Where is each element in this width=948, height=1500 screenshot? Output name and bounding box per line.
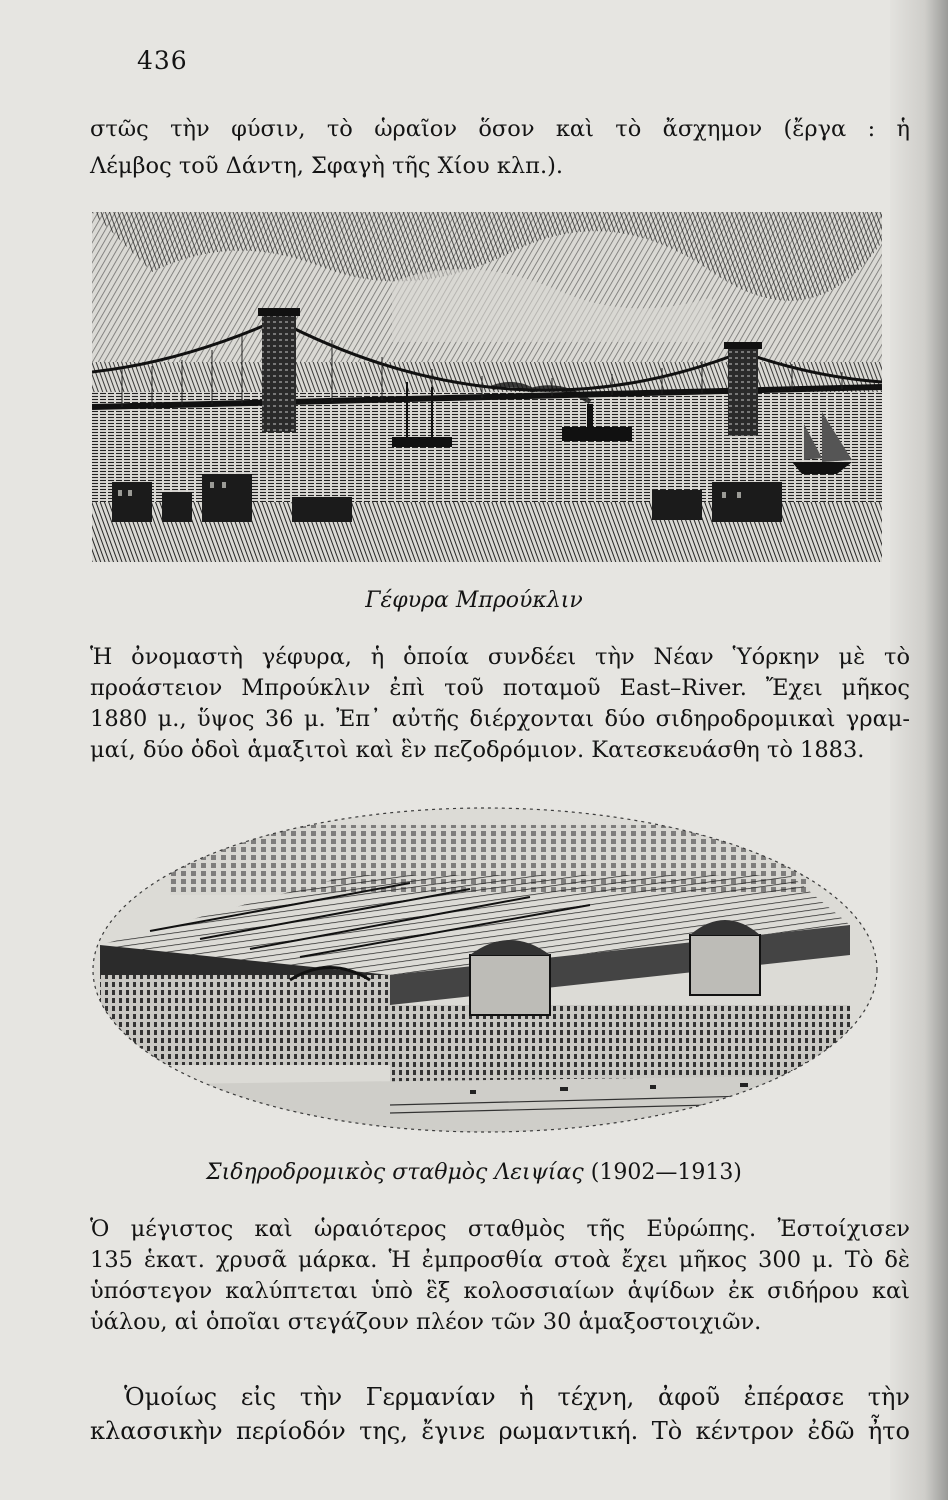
text-line: ὑάλου, αἱ ὁποῖαι στεγάζουν πλέον τῶν 30 ἁμαξοστοιχιῶν. — [90, 1309, 762, 1335]
bridge-description — [90, 642, 910, 766]
brooklyn-bridge-engraving — [92, 212, 882, 562]
text-line: Ἡ ὀνομαστὴ γέφυρα, ἡ ὁποία συνδέει τὴν Νέαν Ὑόρκην μὲ τὸ — [90, 644, 910, 670]
text-line: ὑπόστεγον καλύπτεται ὑπὸ ἓξ κολοσσιαίων ἁψίδων ἐκ σιδήρου καὶ — [90, 1278, 910, 1304]
leipzig-station-engraving — [90, 805, 880, 1135]
text-line: στῶς τὴν φύσιν, τὸ ὡραῖον ὅσον καὶ τὸ ἄσχημον (ἔργα : ἡ — [90, 116, 910, 142]
page-number: 436 — [137, 46, 188, 75]
figure2-caption — [0, 1160, 948, 1185]
text-line: 135 ἑκατ. χρυσᾶ μάρκα. Ἡ ἐμπροσθία στοὰ ἔχει μῆκος 300 μ. Τὸ δὲ — [90, 1247, 910, 1273]
text-line: μαί, δύο ὁδοὶ ἁμαξιτοὶ καὶ ἓν πεζοδρόμιον. Κατεσκευάσθη τὸ 1883. — [90, 737, 865, 763]
figure2-caption-years: (1902—1913) — [590, 1160, 742, 1185]
figure1-caption: Γέφυρα Μπρούκλιν — [365, 588, 583, 613]
text-line: κλασσικὴν περίοδόν της, ἔγινε ρωμαντική. Τὸ κέντρον ἐδῶ ἦτο — [90, 1417, 910, 1445]
brooklyn-bridge-illustration — [92, 212, 882, 566]
text-line: Ὁ μέγιστος καὶ ὡραιότερος σταθμὸς τῆς Εὐρώπης. Ἐστοίχισεν — [90, 1216, 910, 1242]
figure2-caption-title: Σιδηροδρομικὸς σταθμὸς Λειψίας — [206, 1160, 584, 1185]
body-paragraph — [90, 1380, 910, 1448]
text-line: Λέμβος τοῦ Δάντη, Σφαγὴ τῆς Χίου κλπ.). — [90, 153, 564, 179]
station-description — [90, 1214, 910, 1338]
text-line: Ὁμοίως εἰς τὴν Γερμανίαν ἡ τέχνη, ἀφοῦ ἐπέρασε τὴν — [124, 1383, 910, 1411]
intro-paragraph — [90, 114, 910, 182]
text-line: 1880 μ., ὕψος 36 μ. Ἐπ᾽ αὐτῆς διέρχονται δύο σιδηροδρομικαὶ γραμ- — [90, 706, 910, 732]
text-line: προάστειον Μπρούκλιν ἐπὶ τοῦ ποταμοῦ East–River. Ἔχει μῆκος — [90, 675, 910, 701]
leipzig-station-illustration — [90, 805, 880, 1139]
